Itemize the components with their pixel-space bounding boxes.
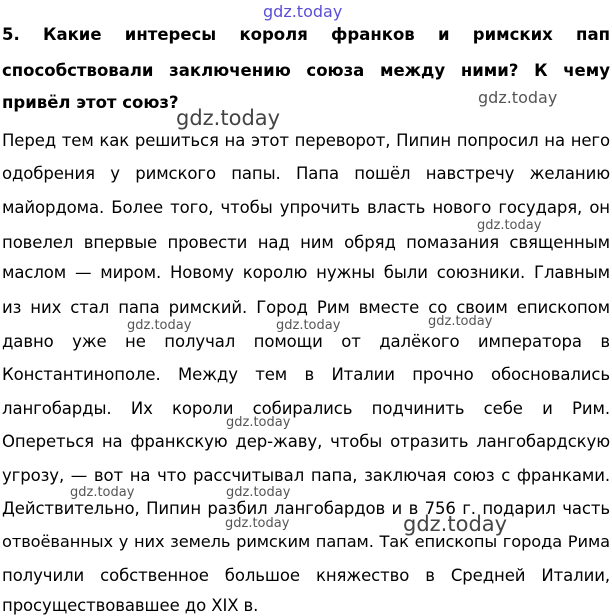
watermark: gdz.today	[276, 318, 341, 333]
watermark: gdz.today	[226, 415, 291, 430]
watermark: gdz.today	[477, 218, 542, 233]
answer-line-4: повелел впервые провести над ним обряд помазания священным	[2, 233, 610, 252]
answer-line-13: отвоёванных у них земель римским папам. Так епископы города Рима	[2, 532, 610, 551]
answer-line-9: лангобарды. Их короли собирались подчинить себе и Рим.	[2, 399, 610, 418]
watermark: gdz.today	[70, 485, 135, 500]
watermark: gdz.today	[478, 88, 558, 107]
watermark: gdz.today	[226, 485, 291, 500]
answer-line-12: Действительно, Пипин разбил лангобардов и в 756 г. подарил часть	[2, 499, 610, 518]
answer-line-1: Перед тем как решиться на этот переворот, Пипин попросил на него	[2, 131, 610, 150]
answer-line-2: одобрения у римского папы. Папа пошёл навстречу желанию	[2, 164, 610, 183]
answer-line-14: получили собственное большое княжество в Средней Италии,	[2, 566, 610, 585]
answer-line-7: давно уже не получал помощи от далёкого императора в	[2, 332, 610, 351]
question-line-3: привёл этот союз?	[2, 93, 179, 112]
watermark: gdz.today	[225, 516, 290, 531]
watermark: gdz.today	[428, 314, 493, 329]
question-line-2: способствовали заключению союза между ними? К чему	[2, 61, 610, 80]
answer-line-8: Константинополе. Между тем в Италии прочно обосновались	[2, 365, 610, 384]
answer-line-5: маслом — миром. Новому королю нужны были союзники. Главным	[2, 263, 610, 282]
question-line-1: 5. Какие интересы короля франков и римских пап	[2, 25, 610, 44]
answer-line-11: угрозу, — вот на что рассчитывал папа, заключая союз с франками.	[2, 466, 610, 485]
answer-line-6: из них стал папа римский. Город Рим вместе со своим епископом	[2, 298, 610, 317]
answer-line-10: Опереться на франкскую дер-жаву, чтобы отразить лангобардскую	[2, 432, 610, 451]
answer-line-3: майордома. Более того, чтобы упрочить власть нового государя, он	[2, 198, 610, 217]
watermark: gdz.today	[176, 106, 281, 130]
watermark: gdz.today	[403, 512, 508, 536]
watermark: gdz.today	[263, 2, 343, 21]
answer-line-15: просуществовавшее до XIX в.	[2, 596, 259, 615]
watermark: gdz.today	[127, 318, 192, 333]
